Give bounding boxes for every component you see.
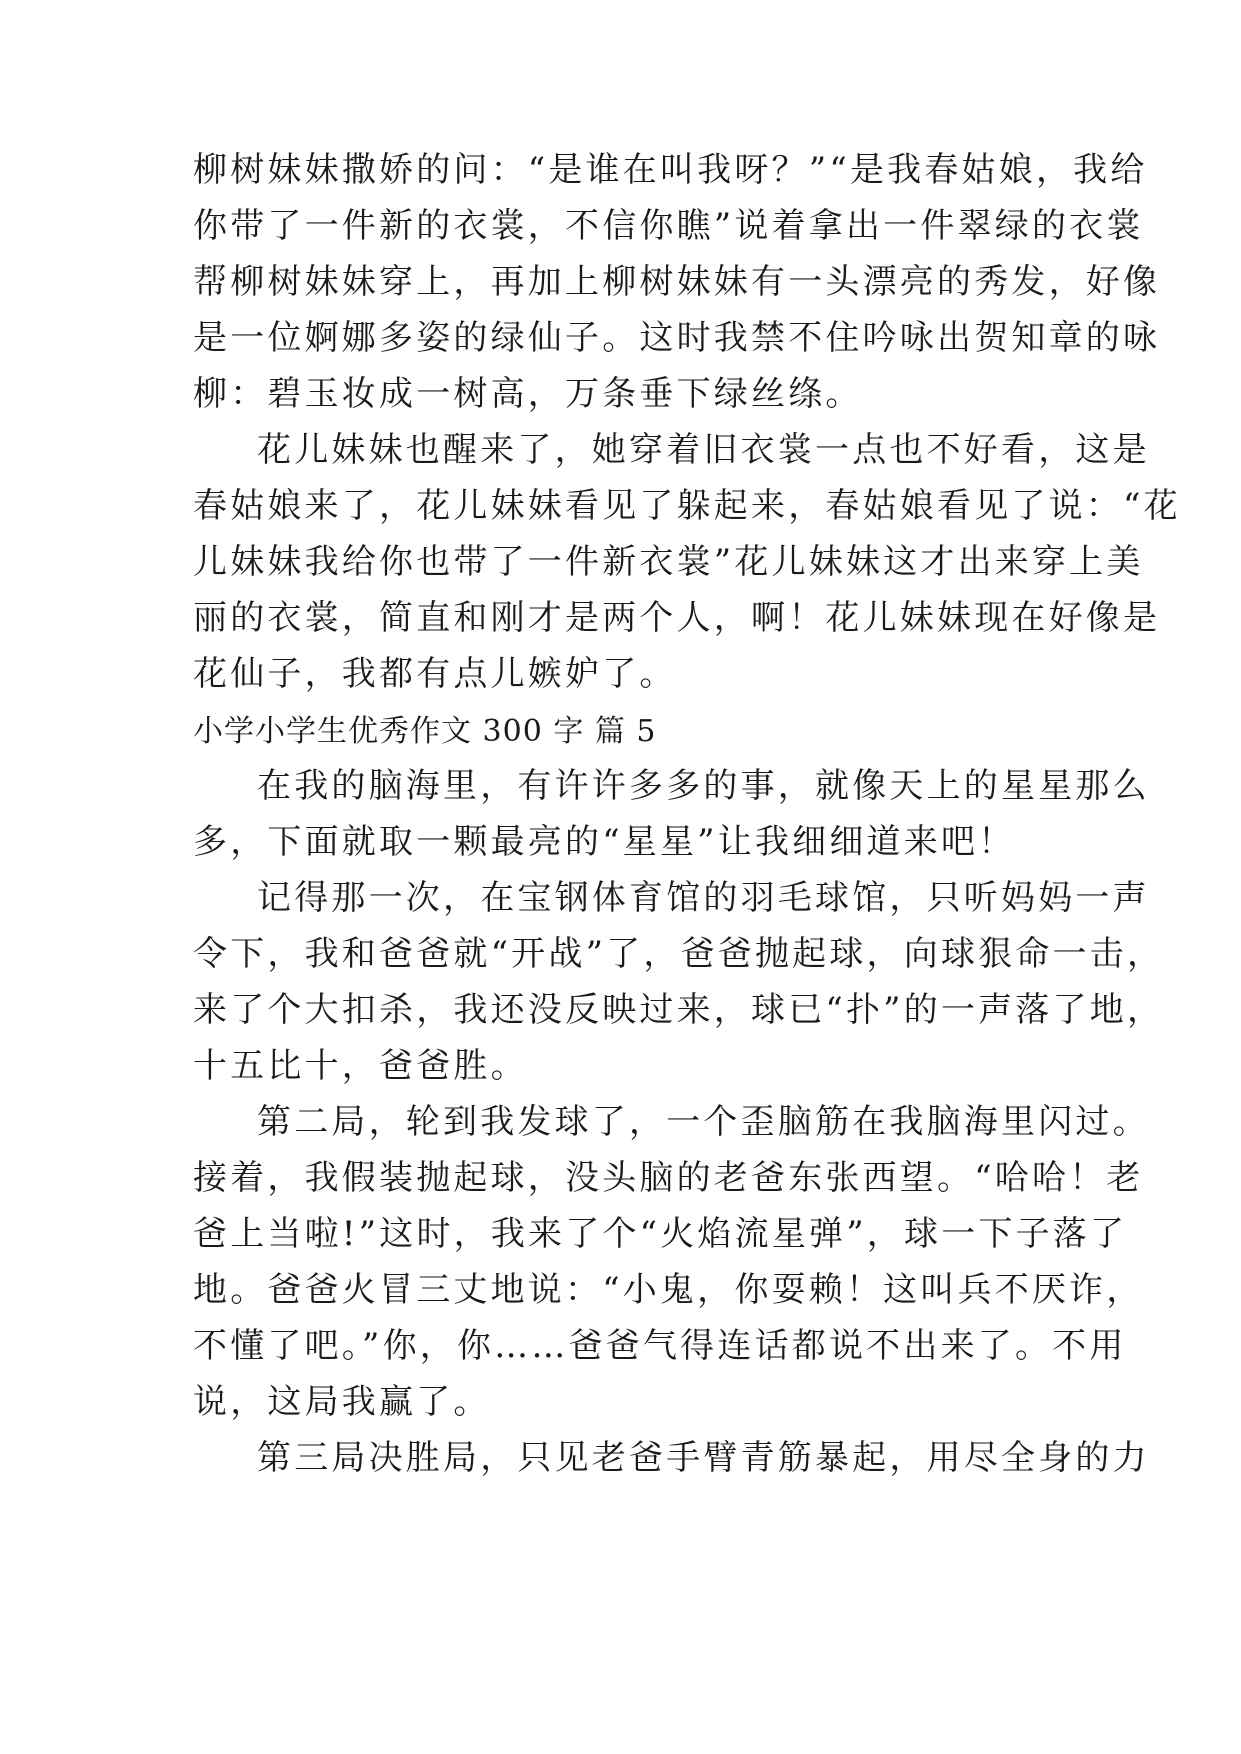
paragraph-line: 十五比十，爸爸胜。	[193, 1046, 528, 1086]
section-heading: 小学小学生优秀作文 300 字 篇 5	[193, 714, 657, 749]
paragraph-line: 第三局决胜局，只见老爸手臂青筋暴起，用尽全身的力	[257, 1438, 1150, 1478]
paragraph-line: 不懂了吧。”你，你……爸爸气得连话都说不出来了。不用	[193, 1326, 1127, 1366]
paragraph-line: 第二局，轮到我发球了，一个歪脑筋在我脑海里闪过。	[257, 1102, 1150, 1142]
paragraph-line: 地。爸爸火冒三丈地说：“小鬼，你耍赖！这叫兵不厌诈，	[193, 1270, 1144, 1310]
paragraph-line: 多，下面就取一颗最亮的“星星”让我细细道来吧！	[193, 822, 1016, 862]
paragraph-line: 花儿妹妹也醒来了，她穿着旧衣裳一点也不好看，这是	[257, 430, 1150, 470]
paragraph-line: 是一位婀娜多姿的绿仙子。这时我禁不住吟咏出贺知章的咏	[193, 318, 1161, 358]
paragraph-line: 柳树妹妹撒娇的问：“是谁在叫我呀？”“是我春姑娘，我给	[193, 150, 1148, 190]
paragraph-line: 令下，我和爸爸就“开战”了，爸爸抛起球，向球狠命一击，	[193, 934, 1165, 974]
paragraph-line: 记得那一次，在宝钢体育馆的羽毛球馆，只听妈妈一声	[257, 878, 1150, 918]
paragraph-line: 爸上当啦!”这时，我来了个“火焰流星弹”，球一下子落了	[193, 1214, 1128, 1254]
paragraph-line: 帮柳树妹妹穿上，再加上柳树妹妹有一头漂亮的秀发，好像	[193, 262, 1161, 302]
paragraph-line: 在我的脑海里，有许许多多的事，就像天上的星星那么	[257, 766, 1150, 806]
paragraph-line: 丽的衣裳，简直和刚才是两个人，啊！花儿妹妹现在好像是	[193, 598, 1161, 638]
paragraph-line: 你带了一件新的衣裳，不信你瞧”说着拿出一件翠绿的衣裳	[193, 206, 1144, 246]
paragraph-line: 儿妹妹我给你也带了一件新衣裳”花儿妹妹这才出来穿上美	[193, 542, 1144, 582]
paragraph-line: 柳：碧玉妆成一树高，万条垂下绿丝绦。	[193, 374, 863, 414]
paragraph-line: 说，这局我赢了。	[193, 1382, 491, 1422]
paragraph-line: 春姑娘来了，花儿妹妹看见了躲起来，春姑娘看见了说：“花	[193, 486, 1181, 526]
paragraph-line: 接着，我假装抛起球，没头脑的老爸东张西望。“哈哈！老	[193, 1158, 1144, 1198]
paragraph-line: 来了个大扣杀，我还没反映过来，球已“扑”的一声落了地，	[193, 990, 1165, 1030]
paragraph-line: 花仙子，我都有点儿嫉妒了。	[193, 654, 677, 694]
